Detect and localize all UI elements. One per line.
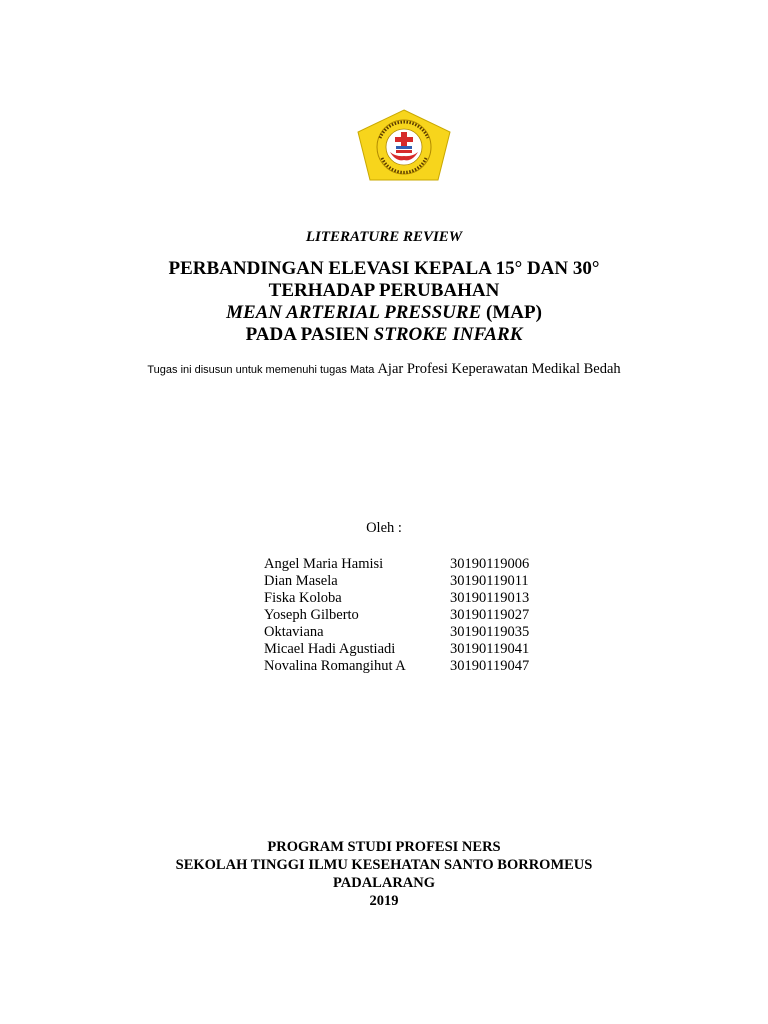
author-name: Angel Maria Hamisi: [264, 556, 384, 572]
year: 2019: [369, 893, 399, 909]
author-name: Yoseph Gilberto: [264, 607, 359, 623]
author-name: Micael Hadi Agustiadi: [264, 641, 396, 657]
student-id: 30190119006: [450, 556, 530, 572]
school-name: SEKOLAH TINGGI ILMU KESEHATAN SANTO BORROMEUS: [175, 857, 593, 873]
title-line-4-italic: STROKE INFARK: [373, 324, 523, 345]
title-line-3-italic: MEAN ARTERIAL PRESSURE: [226, 302, 482, 323]
author-row: [264, 641, 529, 658]
student-id: 30190119047: [450, 658, 530, 674]
city-name: PADALARANG: [332, 875, 436, 891]
student-id: 30190119035: [450, 624, 530, 640]
document-type: LITERATURE REVIEW: [305, 229, 463, 245]
title-line-3-rest: (MAP): [481, 302, 542, 323]
institution-footer: [0, 838, 768, 910]
student-id: 30190119027: [450, 607, 530, 623]
title-line-2: TERHADAP PERUBAHAN: [268, 280, 500, 301]
title-line-1: PERBANDINGAN ELEVASI KEPALA 15° DAN 30°: [168, 258, 600, 279]
assignment-purpose: [0, 360, 768, 378]
program-name: PROGRAM STUDI PROFESI NERS: [267, 839, 501, 855]
title-line-4-plain: PADA PASIEN: [245, 324, 374, 345]
student-id: 30190119041: [450, 641, 530, 657]
document-title: [0, 258, 768, 346]
author-row: [264, 590, 529, 607]
seal-emblem-icon: [354, 108, 454, 182]
student-id: 30190119013: [450, 590, 530, 606]
author-row: [264, 624, 529, 641]
title-line-4: [0, 324, 768, 346]
author-row: [264, 658, 529, 675]
purpose-course-text: Ajar Profesi Keperawatan Medikal Bedah: [377, 361, 621, 377]
author-row: [264, 556, 529, 573]
institution-logo: [354, 108, 454, 182]
author-name: Dian Masela: [264, 573, 338, 589]
author-row: [264, 607, 529, 624]
title-line-3: [0, 302, 768, 324]
author-name: Novalina Romangihut A: [264, 658, 406, 674]
student-id: 30190119011: [450, 573, 529, 589]
purpose-small-text: Tugas ini disusun untuk memenuhi tugas Mata: [147, 364, 378, 376]
author-name: Fiska Koloba: [264, 590, 342, 606]
author-row: [264, 573, 529, 590]
author-list: [264, 556, 529, 675]
author-name: Oktaviana: [264, 624, 324, 640]
by-label: Oleh :: [366, 520, 402, 536]
